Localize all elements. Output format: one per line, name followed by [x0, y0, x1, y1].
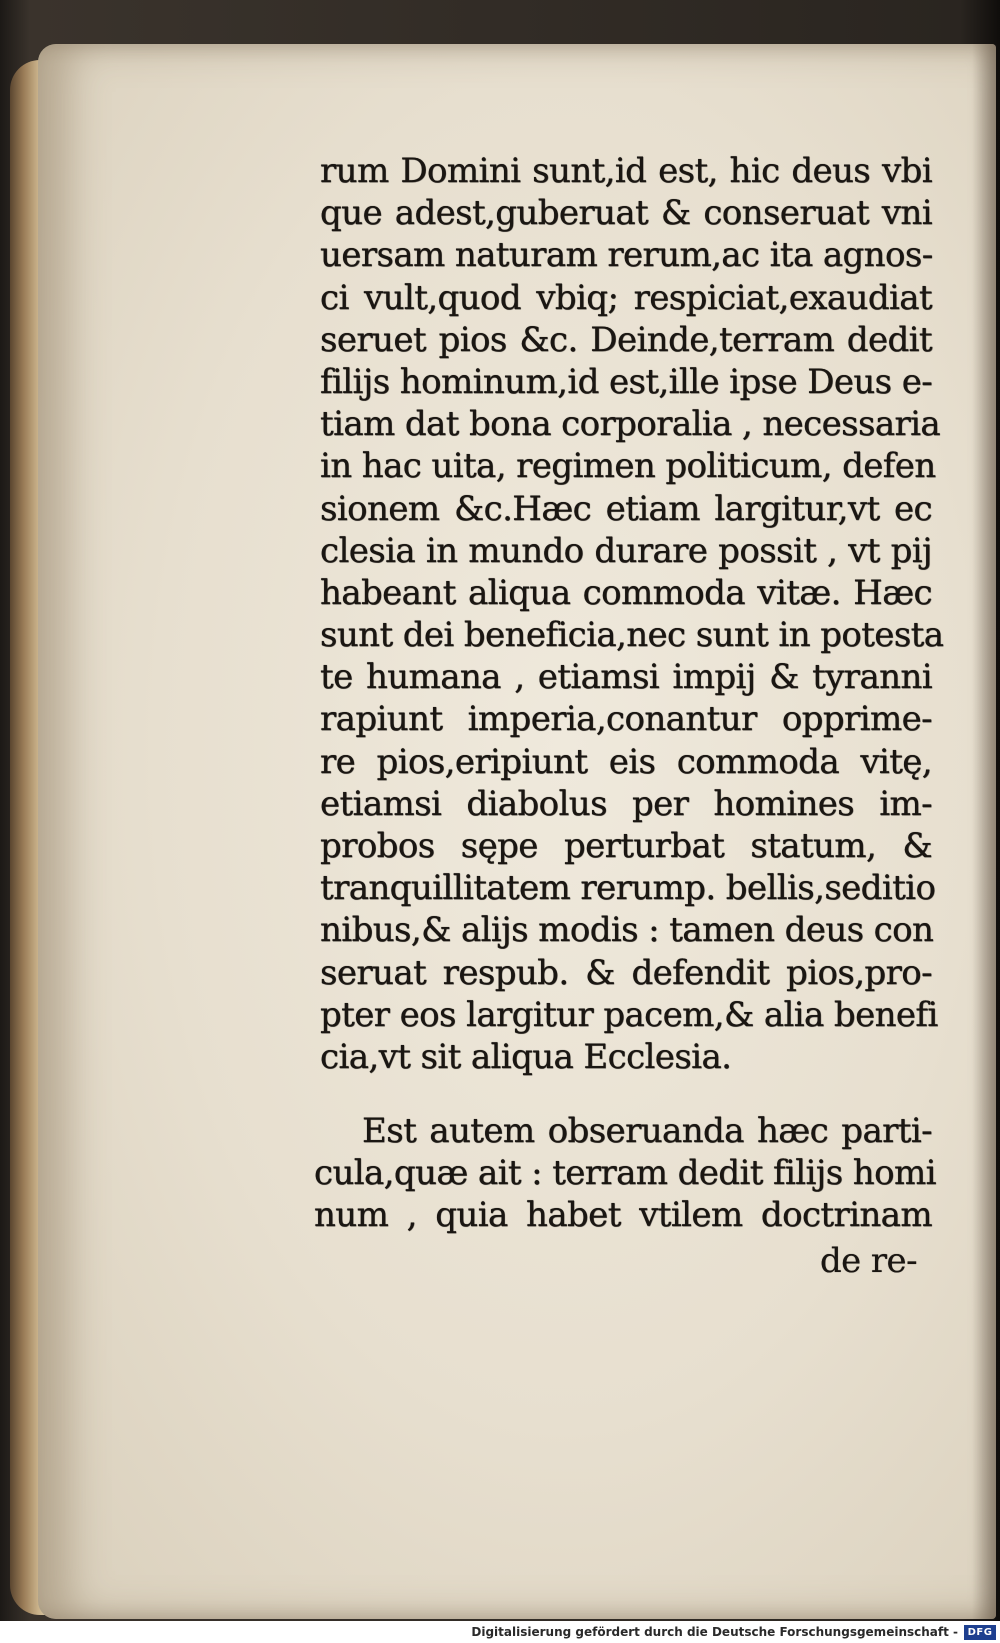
- text-line: clesia in mundo durare possit , vt pij: [320, 530, 932, 571]
- funding-notice: Digitalisierung gefördert durch die Deutsche Forschungsgemeinschaft -: [471, 1625, 958, 1639]
- text-line: tiam dat bona corporalia , necessaria: [320, 404, 941, 445]
- text-line: pter eos largitur pacem,& alia benefi: [320, 994, 938, 1035]
- text-line: sionem &c.Hæc etiam largitur,vt ec: [320, 488, 932, 529]
- text-line: seruat respub. & defendit pios,pro-: [320, 952, 932, 993]
- text-line: num , quia habet vtilem doctrinam: [314, 1195, 932, 1236]
- text-line: que adest,guberuat & conseruat vni: [320, 193, 932, 234]
- text-line: filijs hominum,id est,ille ipse Deus e-: [320, 361, 933, 402]
- text-line: etiamsi diabolus per homines im-: [320, 783, 932, 824]
- digitization-footer: [0, 1621, 1000, 1643]
- text-line: cula,quæ ait : terram dedit filijs homi: [314, 1153, 936, 1194]
- text-line: seruet pios &c. Deinde,terram dedit: [320, 319, 932, 360]
- text-line: in hac uita, regimen politicum, defen: [320, 446, 936, 487]
- text-line: te humana , etiamsi impij & tyranni: [320, 657, 932, 698]
- text-line: habeant aliqua commoda vitæ. Hæc: [320, 572, 932, 613]
- main-paragraph: [320, 150, 944, 1078]
- text-line: nibus,& alijs modis : tamen deus con: [320, 910, 934, 951]
- text-line: probos sępe perturbat statum, &: [320, 826, 932, 866]
- text-line: rum Domini sunt,id est, hic deus vbi: [320, 151, 932, 191]
- text-line: Est autem obseruanda hæc parti-: [362, 1111, 932, 1151]
- text-line: ci vult,quod vbiq; respiciat,exaudiat: [320, 277, 932, 318]
- dfg-logo: DFG: [964, 1625, 996, 1640]
- text-line: sunt dei beneficia,nec sunt in potesta: [320, 615, 944, 656]
- text-line: cia,vt sit aliqua Ecclesia.: [320, 1036, 732, 1077]
- text-line: re pios,eripiunt eis commoda vitę,: [320, 741, 932, 782]
- page-gutter-shadow: [972, 44, 996, 1619]
- catchword: de re-: [820, 1241, 917, 1281]
- second-paragraph: [314, 1110, 936, 1237]
- text-line: uersam naturam rerum,ac ita agnos-: [320, 235, 933, 276]
- text-line: rapiunt imperia,conantur opprime-: [320, 699, 932, 740]
- text-line: tranquillitatem rerump. bellis,seditio: [320, 868, 936, 909]
